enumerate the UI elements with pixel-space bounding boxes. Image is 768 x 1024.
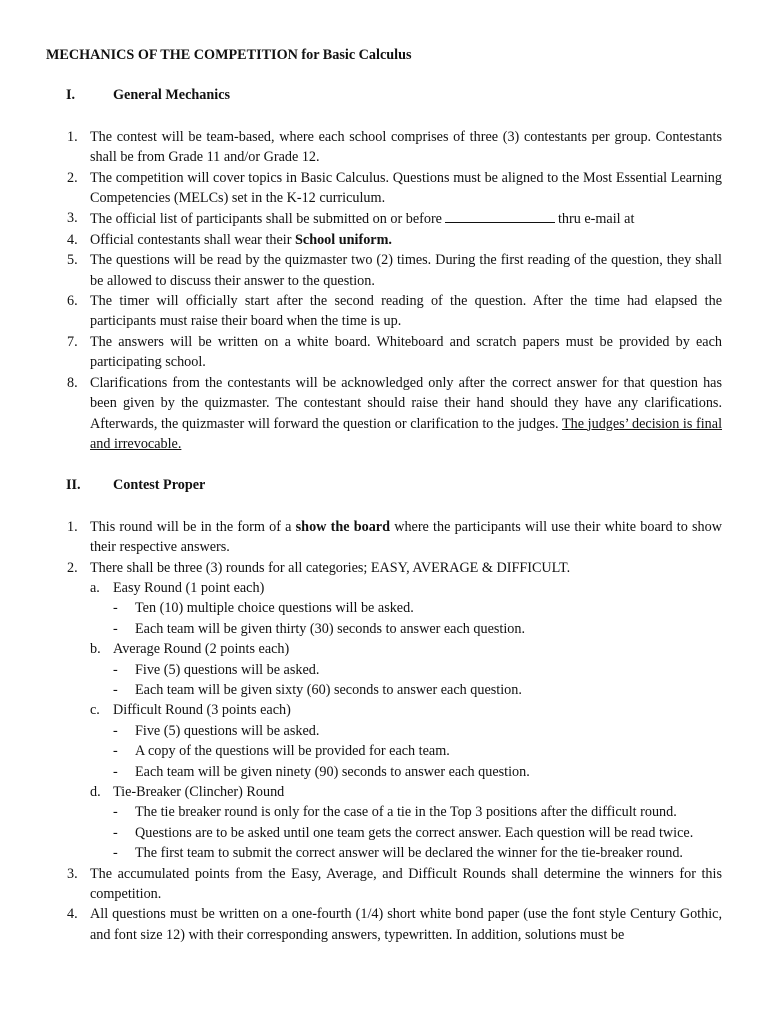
list-item: 3. The official list of participants shall be submitted on or before thru e-mail at — [67, 210, 635, 228]
list-item: 8. Clarifications from the contestants will be acknowledged only after the correct answer for that question has been given by the quizmaster. The contestant should raise their hand should they have any clarifications. Afterwards, the quizmaster will forward the question or clarification to the judges. The judges’ decision is final and irrevocable. — [67, 374, 723, 452]
list-item: 1. This round will be in the form of a show the board where the participants will use their white board to show their respective answers. — [67, 518, 722, 556]
list-item: 2. There shall be three (3) rounds for all categories; EASY, AVERAGE & DIFFICULT. a. Easy Round (1 point each) - Ten (10) multiple choice questions will be asked. - Each team will be given thirty (30) seconds to answer each question. b. Average Round (2 points each) - Five (5) questions will be asked. - Each team will be given sixty (60) seconds to answer each question. c. Difficult Round (3 points each) - Five (5) questions will be asked. - A copy of the questions will be provided for each team. - Each team will be given ninety (90) seconds to answer each question. d. Tie-Breaker (Clincher) Round - The tie breaker round is only for the case of a tie in the Top 3 positions after the difficult round. - Questions are to be asked until one team gets the correct answer. Each question will be read twice. - The first team to submit the correct answer will be declared the winner for the tie-breaker round. — [46, 558, 722, 864]
bullet-item: - Each team will be given ninety (90) seconds to answer each question. — [113, 763, 530, 780]
list-item: 6. The timer will officially start after the second reading of the question. After the time had elapsed the participants must raise their board when the time is up. — [67, 293, 722, 330]
round-item: c. Difficult Round (3 points each) - Five (5) questions will be asked. - A copy of the questions will be provided for each team. - Each team will be given ninety (90) seconds to answer each question. — [90, 700, 722, 782]
bullet-item: - The first team to submit the correct answer will be declared the winner for the tie-breaker round. — [113, 845, 683, 862]
blank-date-line — [445, 208, 555, 223]
contest-proper-list — [46, 517, 722, 946]
list-item: 2. The competition will cover topics in Basic Calculus. Questions must be aligned to the Most Essential Learning Competencies (MELCs) set in the K-12 curriculum. — [67, 169, 722, 207]
section-heading-general-mechanics — [46, 85, 722, 105]
section-heading-contest-proper — [46, 475, 722, 495]
section-title: General Mechanics — [113, 87, 231, 104]
round-rules — [113, 802, 722, 863]
section-title: Contest Proper — [113, 477, 206, 494]
document-title: MECHANICS OF THE COMPETITION for Basic Calculus — [46, 47, 412, 63]
section-number: II. — [66, 477, 81, 494]
round-rules — [113, 721, 722, 782]
bullet-item: - Each team will be given thirty (30) seconds to answer each question. — [113, 620, 526, 637]
rounds-list — [90, 578, 722, 864]
round-item: b. Average Round (2 points each) - Five (5) questions will be asked. - Each team will be given sixty (60) seconds to answer each question. — [90, 639, 722, 700]
round-item: d. Tie-Breaker (Clincher) Round - The tie breaker round is only for the case of a tie in the Top 3 positions after the difficult round. - Questions are to be asked until one team gets the correct answer. Each question will be read twice. - The first team to submit the correct answer will be declared the winner for the tie-breaker round. — [90, 782, 722, 864]
bullet-item: - Ten (10) multiple choice questions will be asked. — [113, 600, 414, 617]
list-item: 7. The answers will be written on a white board. Whiteboard and scratch papers must be provided by each participating school. — [67, 333, 722, 371]
bullet-item: - Each team will be given sixty (60) seconds to answer each question. — [113, 681, 522, 698]
bullet-item: - Questions are to be asked until one team gets the correct answer. Each question will be read twice. — [113, 824, 694, 841]
bullet-item: - Five (5) questions will be asked. — [113, 722, 320, 739]
round-rules — [113, 598, 722, 639]
bullet-item: - A copy of the questions will be provided for each team. — [113, 743, 450, 760]
round-rules — [113, 660, 722, 701]
round-item: a. Easy Round (1 point each) - Ten (10) multiple choice questions will be asked. - Each team will be given thirty (30) seconds to answer each question. — [90, 578, 722, 639]
list-item: 3. The accumulated points from the Easy, Average, and Difficult Rounds shall determine the winners for this competition. — [67, 865, 722, 903]
list-item: 4. All questions must be written on a one-fourth (1/4) short white bond paper (use the font style Century Gothic, and font size 12) with their corresponding answers, typewritten. In addition, solutions must be — [67, 906, 722, 943]
list-item: 5. The questions will be read by the quizmaster two (2) times. During the first reading of the question, they shall be allowed to discuss their answer to the question. — [67, 252, 722, 289]
general-mechanics-list — [46, 127, 722, 455]
list-item: 4. Official contestants shall wear their School uniform. — [67, 231, 392, 248]
bullet-item: - Five (5) questions will be asked. — [113, 661, 320, 678]
section-number: I. — [66, 87, 76, 104]
list-item: 1. The contest will be team-based, where each school comprises of three (3) contestants per group. Contestants shall be from Grade 11 and/or Grade 12. — [67, 128, 722, 166]
bullet-item: - The tie breaker round is only for the case of a tie in the Top 3 positions after the difficult round. — [113, 804, 677, 821]
